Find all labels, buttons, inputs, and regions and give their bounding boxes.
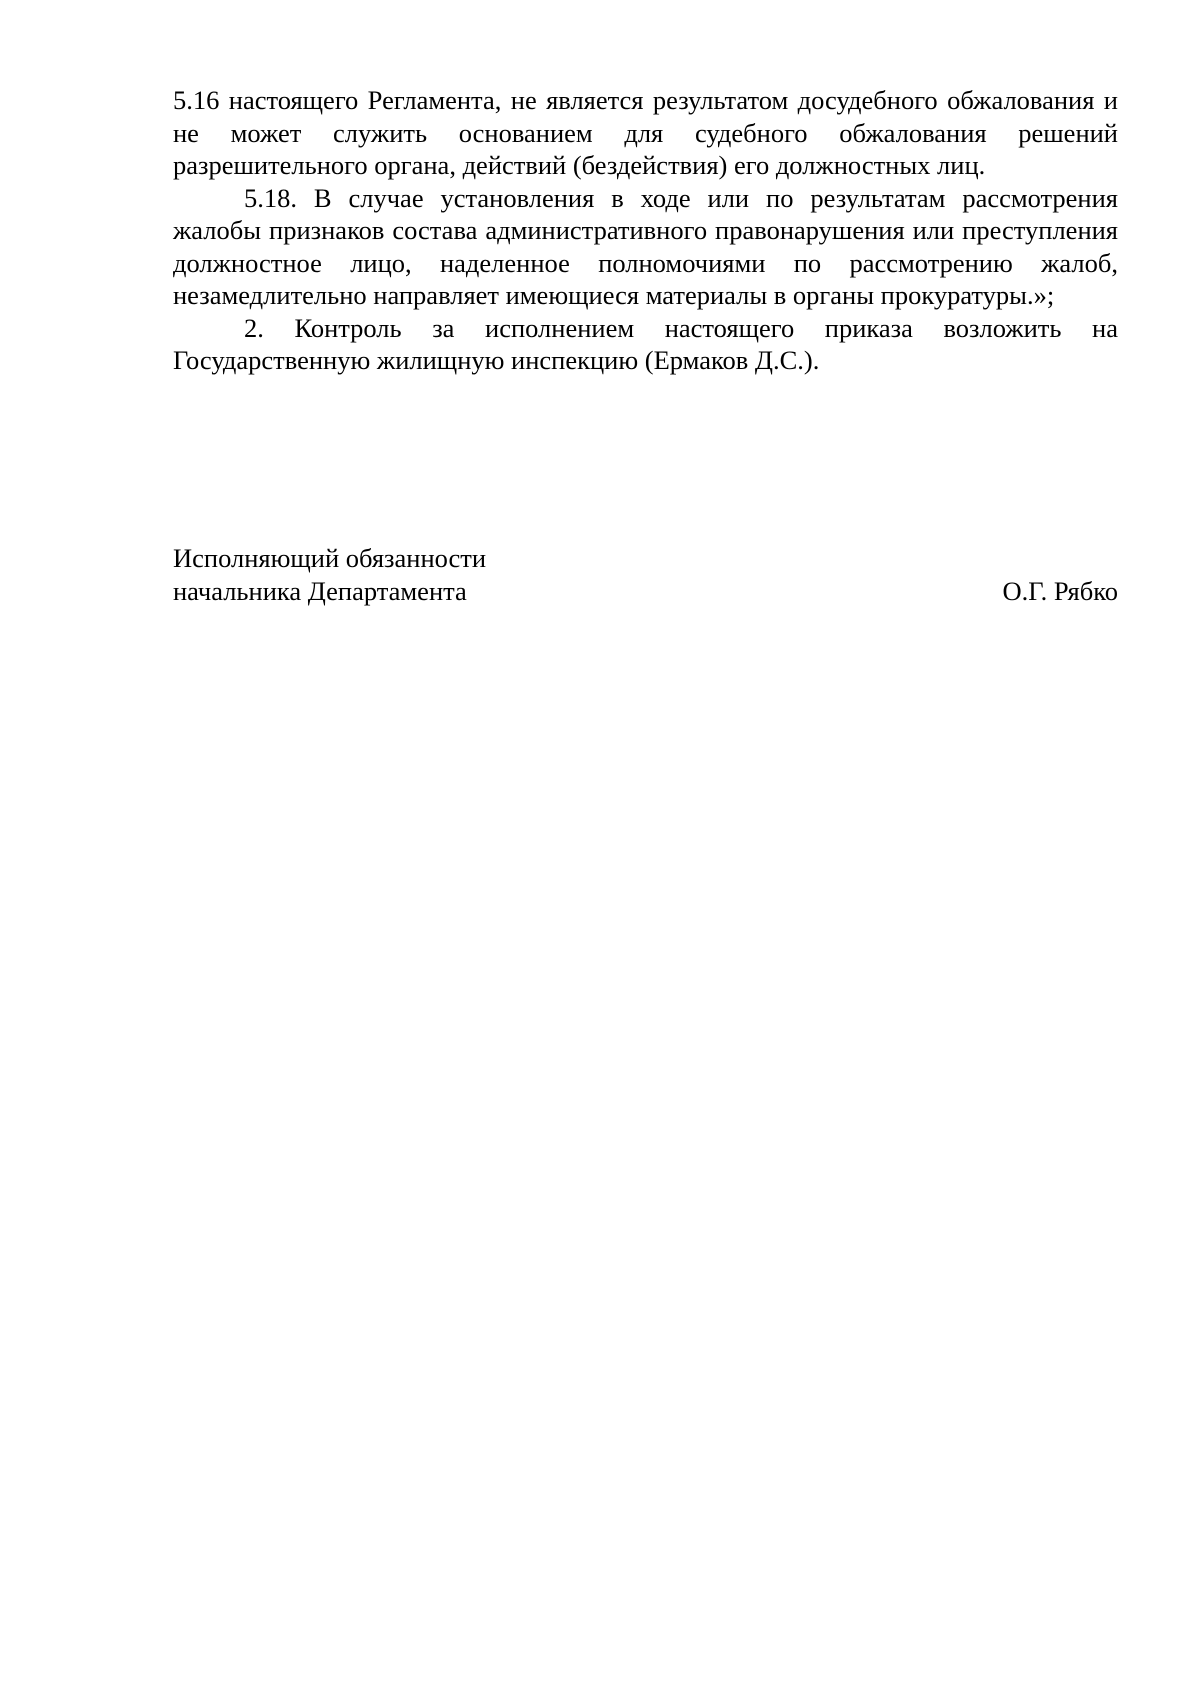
paragraph-continuation-5-16: 5.16 настоящего Регламента, не является результатом досудебного обжалования и не может служить основанием для судебного обжалования решений разрешительного органа, действий (бездействия) его должностных лиц. <box>173 85 1118 180</box>
signatory-position-line-1: Исполняющий обязанности <box>173 543 487 573</box>
signatory-name: О.Г. Рябко <box>1002 575 1118 606</box>
paragraph-5-18: 5.18. В случае установления в ходе или по результатам рассмотрения жалобы признаков состава административного правонарушения или преступления должностное лицо, наделенное полномочиями по рассмотрению жалоб, незамедлительно направляет имеющиеся материалы в органы прокуратуры.»; <box>173 182 1118 310</box>
signatory-position-line-2: начальника Департамента <box>173 575 467 606</box>
paragraph-2-control: 2. Контроль за исполнением настоящего приказа возложить на Государственную жилищную инспекцию (Ермаков Д.С.). <box>173 312 1118 375</box>
document-body <box>173 84 1118 377</box>
signature-row <box>173 575 1118 608</box>
signature-block <box>173 542 1118 607</box>
